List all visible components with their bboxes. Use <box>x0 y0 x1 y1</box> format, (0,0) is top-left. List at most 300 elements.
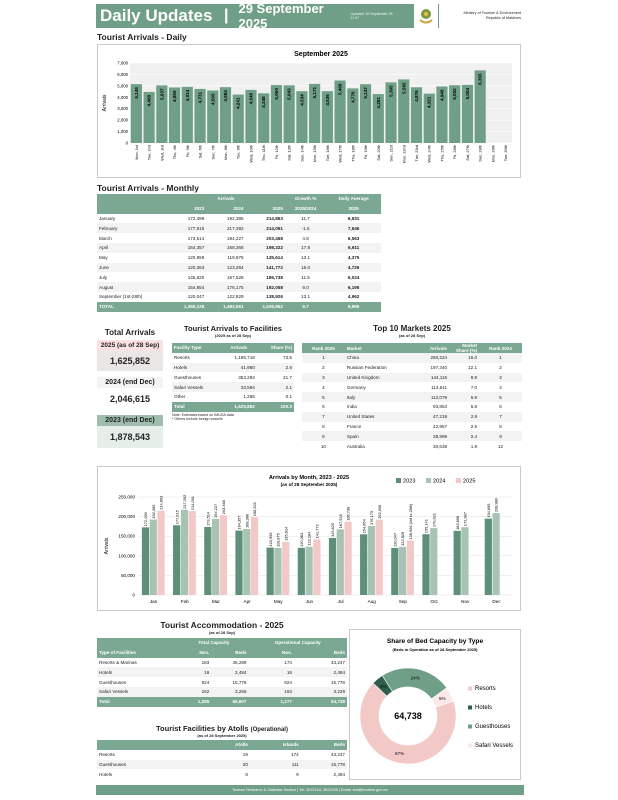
facility-total-row <box>172 402 294 412</box>
market-row-cell: 260,224 <box>415 353 449 363</box>
monthly-data-label: 172,499 <box>143 512 149 527</box>
monthly-data-label: 192,385 <box>150 504 156 519</box>
accom-head-blank <box>97 638 179 648</box>
accom-col-nos: Nos. <box>179 648 211 658</box>
facility-row <box>172 363 294 373</box>
kpi-2024-label: 2024 (end Dec) <box>97 377 163 388</box>
monthly-ytick: 200,000 <box>118 514 135 520</box>
daily-xtick: Sat, 20th <box>375 145 381 161</box>
atoll-row-cell: 43,247 <box>330 752 345 758</box>
ministry-name <box>439 4 524 28</box>
monthly-xtick: Sep <box>398 599 408 604</box>
kpi-2025-label: 2025 (as of 28 Sep) <box>97 340 163 351</box>
daily-ytick: 0 <box>125 140 128 146</box>
daily-xtick: Tue, 2nd <box>146 145 152 161</box>
daily-data-label: 5,052 <box>452 88 458 100</box>
monthly-bar <box>274 548 281 595</box>
kpi-2023-value: 1,878,543 <box>97 426 163 448</box>
monthly-data-label: 123,284 <box>306 531 312 546</box>
market-row-cell: 2 <box>322 365 325 371</box>
monthly-bar <box>337 529 344 595</box>
monthly-row <box>97 282 381 292</box>
accom-row-cell: 16 <box>249 667 294 677</box>
facilities-col-share: Share (%) <box>257 343 294 353</box>
market-row-cell: 10 <box>320 443 326 449</box>
monthly-bar <box>461 527 468 595</box>
market-row-cell: 2.4 <box>449 431 479 441</box>
monthly-data-label: 203,468 <box>221 500 227 515</box>
pie-slice-label: 67% <box>394 751 405 757</box>
accom-row-cell: 924 <box>201 679 210 685</box>
accom-row-cell: Resorts & Marinas <box>99 659 137 665</box>
daily-xtick: Sun, 14th <box>299 145 305 162</box>
atoll-row-cell: Resorts <box>99 752 115 758</box>
market-row-cell: 8 <box>322 423 325 429</box>
monthly-data-label: 120,047 <box>392 532 398 547</box>
daily-data-label: 4,536 <box>324 94 330 106</box>
accom-head-total: Total Capacity <box>179 638 248 648</box>
monthly-row-cell: 15.0 <box>285 263 326 273</box>
atolls-col-islands: Islands <box>250 740 301 750</box>
daily-chart <box>97 44 521 178</box>
daily-xtick: Mon, 29th <box>490 145 496 163</box>
legend-label: 2023 <box>403 478 416 485</box>
monthly-row-cell: 6,024 <box>347 274 360 280</box>
accom-title: Tourist Accommodation - 2025 <box>160 620 284 630</box>
accom-row-cell: 45,289 <box>232 659 247 665</box>
monthly-row <box>97 243 381 253</box>
monthly-row-cell: 120,959 <box>187 255 205 261</box>
daily-data-label: 5,468 <box>337 83 343 96</box>
accom-total-row-cell: 64,738 <box>294 697 347 707</box>
monthly-row <box>97 214 381 224</box>
daily-xtick: Tue, 16th <box>324 145 330 162</box>
accom-row-cell: Safari Vessels <box>97 687 179 697</box>
pie-slice-label: 5% <box>438 696 446 702</box>
market-row-cell: 2.6 <box>470 423 478 429</box>
daily-data-label: 4,859 <box>172 90 178 102</box>
daily-ytick: 7,000 <box>117 60 128 66</box>
monthly-row-cell: 4,962 <box>347 294 360 300</box>
monthly-bar <box>344 522 351 595</box>
accom-row-cell: 183 <box>201 659 210 665</box>
monthly-row <box>97 263 381 273</box>
atoll-row-cell: 174 <box>291 752 299 758</box>
market-row <box>302 412 522 422</box>
bed-capacity-chart <box>349 629 521 780</box>
daily-xtick: Sat, 13th <box>286 145 292 161</box>
market-row-cell: 197,340 <box>430 365 448 371</box>
legend-label: 2025 <box>463 478 476 485</box>
title-divider: | <box>224 7 229 24</box>
daily-data-label: 4,876 <box>414 90 419 102</box>
daily-xtick: Tue, 23rd <box>414 145 419 162</box>
monthly-row-cell: -1.5 <box>285 223 326 233</box>
monthly-head-growth: Growth % <box>285 194 326 204</box>
monthly-row-cell: 13.1 <box>301 294 311 300</box>
pie-center-label: 64,738 <box>394 711 422 721</box>
monthly-bar <box>422 534 429 595</box>
monthly-row-cell: March <box>99 235 112 241</box>
daily-xtick: Fri, 5th <box>184 145 190 158</box>
atoll-row-cell: 9 <box>296 771 299 777</box>
monthly-bar <box>220 515 227 595</box>
markets-col-share: Market Share (%) <box>449 343 479 353</box>
daily-ytick: 6,000 <box>117 71 128 77</box>
pie-slice <box>382 668 447 702</box>
accom-total-row-cell: 1,277 <box>249 697 294 707</box>
accom-row <box>97 667 347 677</box>
monthly-total-row-cell: 1,350,128 <box>167 302 206 312</box>
facilities-col-arrivals: Arrivals <box>221 343 257 353</box>
pie-legend-swatch <box>468 687 472 691</box>
monthly-row-cell: 6,611 <box>326 243 381 253</box>
monthly-row-cell: 7,646 <box>326 223 381 233</box>
monthly-data-label: 141,772 <box>314 524 320 539</box>
facilities-col-type: Facility Type <box>172 343 221 353</box>
ministry-emblem-icon <box>414 4 438 28</box>
atoll-row-cell: 19 <box>242 752 248 758</box>
daily-data-label: 5,069 <box>273 88 279 100</box>
daily-xtick: Tue, 9th <box>235 145 241 160</box>
daily-data-label: 5,084 <box>464 87 470 100</box>
monthly-xtick: Apr <box>243 599 251 604</box>
facility-row-cell: Hotels <box>172 363 221 373</box>
daily-data-label: 6,355 <box>477 73 483 85</box>
monthly-row-cell: 186,738 <box>266 274 283 280</box>
daily-data-label: 4,884 <box>223 90 228 102</box>
market-row <box>302 373 522 383</box>
market-row-cell: 3 <box>479 373 522 383</box>
pie-legend-label: Safari Vessels <box>475 743 514 749</box>
accom-row-cell: 43,247 <box>330 659 345 665</box>
report-date: 29 September 2025 <box>238 1 324 31</box>
facility-row-cell: 1,195,718 <box>234 355 255 361</box>
monthly-chart-title: Arrivals by Month, 2023 - 2025 <box>268 475 350 481</box>
legend-label: 2024 <box>433 478 446 485</box>
market-row-cell: 38,999 <box>415 431 449 441</box>
monthly-row-cell: 138,926 <box>266 294 283 300</box>
pie-legend-label: Resorts <box>475 686 496 692</box>
monthly-data-label: 122,829 <box>400 531 406 546</box>
monthly-bar <box>243 529 250 595</box>
daily-ytick: 4,000 <box>117 94 128 100</box>
monthly-xtick: Mar <box>211 599 220 604</box>
market-row-cell: 7 <box>479 412 522 422</box>
market-row-cell: 6 <box>499 404 502 410</box>
monthly-chart-svg <box>98 467 520 610</box>
monthly-row-cell: 11.5 <box>301 274 310 280</box>
monthly-bar <box>313 539 320 595</box>
markets-panel <box>302 324 522 451</box>
market-row-cell: 8 <box>499 423 502 429</box>
markets-col-arrivals: Arrivals <box>415 343 449 353</box>
monthly-row-cell: 122,829 <box>226 294 244 300</box>
market-row-cell: 4 <box>322 384 325 390</box>
daily-xtick: Wed, 10th <box>248 145 254 163</box>
daily-ylabel: Arrivals <box>102 94 108 112</box>
monthly-data-label: 155,141 <box>423 519 429 534</box>
monthly-row-cell: January <box>99 215 116 221</box>
monthly-row-cell: 173,514 <box>187 235 205 241</box>
market-row-cell: 144,116 <box>415 373 449 383</box>
market-row-cell: 2 <box>499 365 502 371</box>
monthly-data-label: 177,915 <box>174 510 180 525</box>
accom-row-cell: 15,778 <box>330 679 345 685</box>
monthly-row-cell: 168,366 <box>206 243 245 253</box>
monthly-row-cell: 194,227 <box>226 235 244 241</box>
header-bar <box>96 1 524 31</box>
monthly-head-growth2: 2025/2024 <box>285 204 326 214</box>
monthly-row-cell: 214,091 <box>246 223 285 233</box>
monthly-xtick: Feb <box>180 599 189 604</box>
market-row <box>302 441 522 451</box>
market-row <box>302 422 522 432</box>
monthly-data-label: 138,926 (1st to 28th) <box>408 503 414 540</box>
monthly-total-row <box>97 302 381 312</box>
monthly-ytick: 150,000 <box>118 533 135 539</box>
accom-subtitle: (as of 28 Sep) <box>208 630 235 635</box>
facility-row-cell: Safari Vessels <box>172 382 221 392</box>
monthly-bar <box>204 527 211 595</box>
daily-data-label: 4,321 <box>426 96 432 109</box>
daily-data-label: 4,281 <box>375 97 381 109</box>
monthly-data-label: 120,363 <box>298 532 304 547</box>
atolls-title-main: Tourist Facilities by Atolls <box>156 724 249 733</box>
accom-total-row-cell: 1,285 <box>179 697 211 707</box>
monthly-row-cell: 17.8 <box>285 243 326 253</box>
monthly-data-label: 217,392 <box>182 494 188 509</box>
market-row-cell: 6 <box>322 404 325 410</box>
atoll-row-cell: 20 <box>207 760 250 770</box>
pie-title: Share of Bed Capacity by Type <box>386 638 484 645</box>
accom-row-cell: 15,778 <box>232 679 247 685</box>
atoll-row <box>97 750 347 760</box>
monthly-data-label: 163,658 <box>454 515 460 530</box>
daily-xtick: Mon, 22nd <box>401 145 407 164</box>
monthly-row-cell: July <box>99 274 108 280</box>
monthly-data-label: 173,514 <box>205 511 211 526</box>
facility-total-row-cell: 100.0 <box>257 402 294 412</box>
daily-xtick: Wed, 3rd <box>159 145 165 161</box>
monthly-bar <box>407 541 414 595</box>
daily-data-label: 5,147 <box>363 87 369 99</box>
facilities-title: Tourist Arrivals to Facilities <box>184 324 282 333</box>
market-row-cell: 5 <box>479 392 522 402</box>
accom-row-cell: 3,229 <box>294 687 347 697</box>
market-row-cell: Australia <box>346 443 365 449</box>
total-arrivals-title: Total Arrivals <box>104 328 156 337</box>
monthly-data-label: 154,854 <box>361 519 367 534</box>
accom-row-cell: 162 <box>179 687 211 697</box>
bed-capacity-svg <box>350 630 520 779</box>
monthly-bar <box>212 519 219 595</box>
daily-xtick: Thu, 25th <box>439 145 445 162</box>
market-row-cell: 2.9 <box>449 412 479 422</box>
daily-data-label: 5,037 <box>159 88 165 100</box>
monthly-xtick: Dec <box>492 599 501 604</box>
monthly-head-2023: 2023 <box>167 204 206 214</box>
market-row-cell: 112,079 <box>415 392 449 402</box>
market-row-cell: India <box>346 404 357 410</box>
monthly-bar <box>189 511 196 595</box>
monthly-table <box>97 194 381 312</box>
market-row-cell: 1 <box>479 353 522 363</box>
atoll-row <box>97 769 347 779</box>
market-row <box>302 382 522 392</box>
atoll-row <box>97 760 347 770</box>
facility-row-cell: 73.5 <box>283 355 292 361</box>
facilities-subtitle: (2025 as of 28 Sep) <box>214 333 252 338</box>
monthly-bar <box>251 517 258 595</box>
daily-xtick: Sun, 28th <box>477 145 483 162</box>
footer: Tourism Research & Statistics Section | Tel: 3022216, 3022250 | Email: stat@tourism.gov.mv <box>96 785 524 795</box>
atoll-row-cell: 111 <box>250 760 301 770</box>
monthly-data-label: 194,695 <box>485 503 491 518</box>
monthly-data-label: 208,980 <box>493 498 499 513</box>
legend-swatch <box>456 478 461 483</box>
total-arrivals-panel <box>97 328 163 448</box>
daily-chart-title: September 2025 <box>294 51 348 58</box>
daily-data-label: 4,948 <box>439 89 445 101</box>
accom-row-cell: 2,484 <box>294 667 347 677</box>
monthly-row-cell: 4,375 <box>347 255 360 261</box>
daily-data-label: 5,043 <box>286 88 292 100</box>
monthly-row-cell: 6,931 <box>347 215 360 221</box>
legend-swatch <box>426 478 431 483</box>
atolls-title-operational: (Operational) <box>250 727 288 733</box>
daily-xtick: Mon, 1st <box>133 145 139 160</box>
atolls-title <box>97 724 347 733</box>
daily-ytick: 5,000 <box>117 83 128 89</box>
monthly-row-cell: 145,620 <box>187 274 205 280</box>
market-row <box>302 431 522 441</box>
accommodation-panel <box>97 620 347 707</box>
atoll-row-cell: 8 <box>245 771 248 777</box>
monthly-row-cell: 13.1 <box>301 255 311 261</box>
monthly-head-arrivals: Arrivals <box>167 194 285 204</box>
monthly-head-daily: Daily Average <box>326 194 381 204</box>
monthly-row-cell: 4.8 <box>302 235 309 241</box>
market-row-cell: 6.9 <box>449 392 479 402</box>
daily-ytick: 2,000 <box>117 117 128 123</box>
facility-row-cell: 41,980 <box>221 363 257 373</box>
daily-xtick: Sat, 6th <box>197 145 203 159</box>
market-row-cell: 42,957 <box>433 423 448 429</box>
facility-row <box>172 392 294 402</box>
monthly-xtick: Oct <box>430 599 438 604</box>
monthly-data-label: 120,959 <box>267 532 273 547</box>
monthly-row-cell: 4,726 <box>326 263 381 273</box>
market-row-cell: Spain <box>345 431 415 441</box>
daily-data-label: 5,305 <box>388 85 394 97</box>
monthly-bar <box>173 525 180 595</box>
markets-col-rank: Rank 2025 <box>302 343 345 353</box>
market-row-cell: Russian Federation <box>346 365 387 371</box>
atolls-col-beds: Beds <box>301 740 347 750</box>
monthly-row-cell: 9.0 <box>285 282 326 292</box>
monthly-bar <box>430 528 437 595</box>
monthly-bar <box>454 531 461 595</box>
market-row-cell: United Kingdom <box>345 373 415 383</box>
monthly-bar <box>376 520 383 595</box>
monthly-data-label: 192,058 <box>376 504 382 519</box>
monthly-total-row-cell: 1,625,852 <box>246 302 285 312</box>
monthly-data-label: 135,614 <box>283 526 289 541</box>
monthly-row-cell: April <box>97 243 167 253</box>
pie-slice-label: 4% <box>380 683 387 689</box>
daily-data-label: 5,565 <box>401 82 407 94</box>
daily-data-label: 4,534 <box>299 94 305 106</box>
monthly-bar <box>485 519 492 595</box>
daily-xtick: Mon, 8th <box>223 145 228 161</box>
monthly-head-blank <box>97 194 167 214</box>
atoll-row-cell: 2,484 <box>333 771 345 777</box>
monthly-head-2024: 2024 <box>206 204 245 214</box>
facility-row-cell: 33,594 <box>221 382 257 392</box>
monthly-row <box>97 292 381 302</box>
pie-subtitle: (Beds in Operation as of 28 September 2025) <box>392 647 478 652</box>
daily-data-label: 5,148 <box>133 87 139 99</box>
monthly-bar <box>181 510 188 595</box>
facilities-note-1: Note: Estimates based on IMUGA data <box>172 412 234 417</box>
atolls-subtitle: (as of 28 September 2025) <box>197 733 247 738</box>
daily-data-label: 4,778 <box>350 91 356 103</box>
kpi-2023-label: 2023 (end Dec) <box>97 415 163 426</box>
facility-row <box>172 353 294 363</box>
monthly-data-label: 167,528 <box>337 514 343 529</box>
monthly-row-cell: 141,772 <box>246 263 285 273</box>
legend-swatch <box>396 478 401 483</box>
market-row-cell: 8.9 <box>449 373 479 383</box>
monthly-row-cell: 120,047 <box>187 294 205 300</box>
accom-row-cell: 2,484 <box>211 667 248 677</box>
market-row-cell: 12.1 <box>468 365 478 371</box>
monthly-data-label: 198,322 <box>252 502 258 517</box>
facility-row-cell: 0.1 <box>285 394 292 400</box>
monthly-data-label: 214,863 <box>158 495 164 510</box>
daily-xtick: Fri, 12th <box>273 145 279 160</box>
monthly-xtick: Jul <box>337 599 344 604</box>
monthly-chart-subtitle: (as of 28 September 2025) <box>280 482 338 487</box>
monthly-data-label: 164,357 <box>236 515 242 530</box>
daily-xtick: Fri, 26th <box>452 145 458 160</box>
monthly-data-label: 186,738 <box>345 506 351 521</box>
monthly-data-label: 214,091 <box>189 495 195 511</box>
monthly-bar <box>368 526 375 595</box>
market-row-cell: 3 <box>302 373 345 383</box>
monthly-ylabel: Arrivals <box>104 537 110 555</box>
monthly-row-cell: 177,915 <box>167 223 206 233</box>
monthly-section-title: Tourist Arrivals - Monthly <box>97 183 200 193</box>
monthly-row-cell: February <box>97 223 167 233</box>
monthly-row-cell: 119,875 <box>227 255 244 261</box>
facility-row-cell: Other <box>174 394 186 400</box>
accom-col-op-nos: Nos. <box>249 648 294 658</box>
monthly-row-cell: 135,614 <box>266 255 283 261</box>
monthly-bar <box>298 548 305 595</box>
accom-row-cell: 16 <box>179 667 211 677</box>
market-row-cell: France <box>346 423 362 429</box>
monthly-xtick: Nov <box>461 599 470 604</box>
accom-col-op-beds: Beds <box>294 648 347 658</box>
atolls-col-atolls: Atolls <box>207 740 250 750</box>
monthly-row-cell: 164,357 <box>167 243 206 253</box>
market-row-cell: China <box>345 353 415 363</box>
monthly-row-cell: 6,195 <box>326 282 381 292</box>
facility-row <box>172 382 294 392</box>
monthly-bar <box>399 547 406 595</box>
